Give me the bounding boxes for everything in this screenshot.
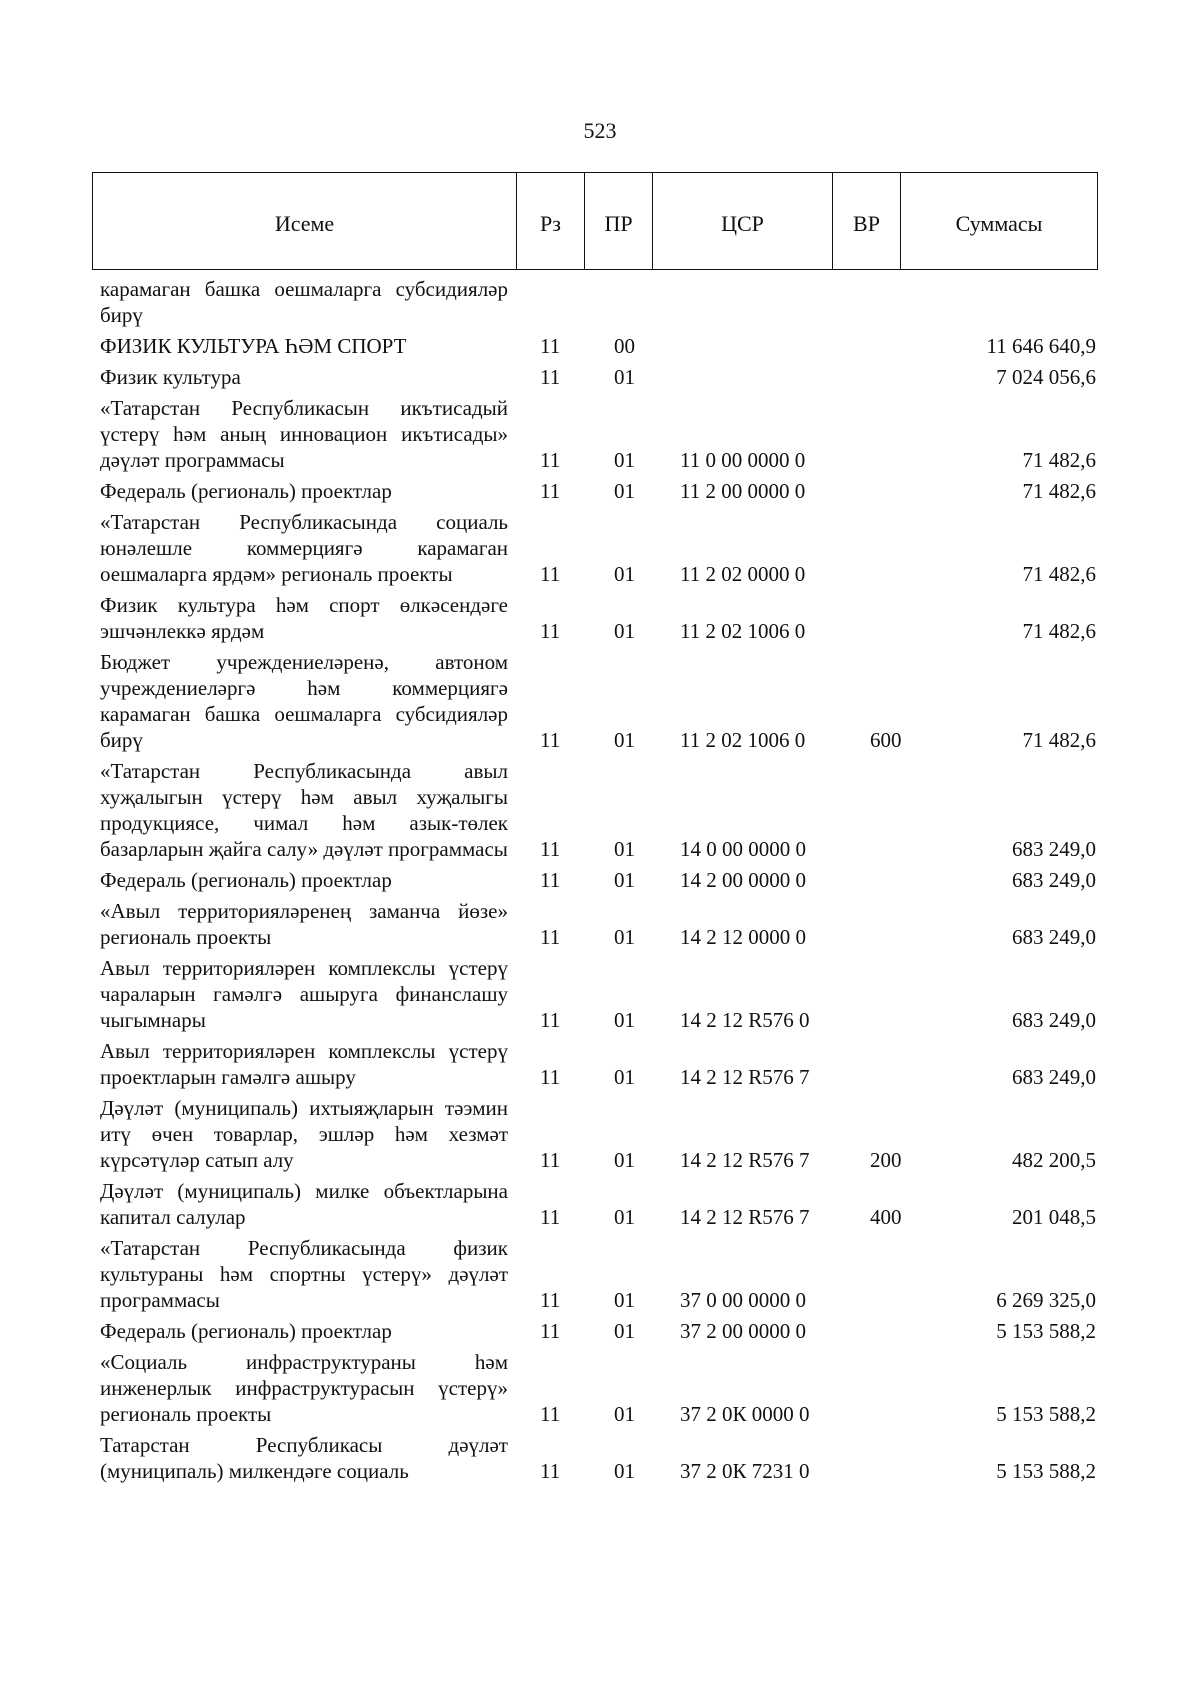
row-pr: 01: [614, 837, 635, 861]
row-name: Физик культура һәм спорт өлкәсендәге эшчәнлеккә ярдәм: [100, 593, 508, 643]
row-pr: 01: [614, 1459, 635, 1483]
table-row: [100, 1095, 1098, 1173]
row-rz: 11: [540, 334, 561, 358]
row-sum: 5 153 588,2: [996, 1459, 1096, 1483]
table-row: [100, 1038, 1098, 1090]
row-rz: 11: [540, 1319, 561, 1343]
row-pr: 01: [614, 1319, 635, 1343]
table-row: [100, 1432, 1098, 1484]
row-pr: 01: [614, 619, 635, 643]
table-row: [100, 509, 1098, 587]
row-pr: 01: [614, 728, 635, 752]
row-rz: 11: [540, 619, 561, 643]
row-name: Дәүләт (муниципаль) милке объектларына капитал салулар: [100, 1179, 508, 1229]
row-csr: 11 2 02 1006 0: [680, 619, 806, 643]
row-rz: 11: [540, 365, 561, 389]
row-sum: 5 153 588,2: [996, 1319, 1096, 1343]
row-pr: 01: [614, 562, 635, 586]
row-name: Авыл территорияләрен комплекслы үстерү проектларын гамәлгә ашыру: [100, 1039, 508, 1089]
row-rz: 11: [540, 1008, 561, 1032]
row-sum: 5 153 588,2: [996, 1402, 1096, 1426]
row-rz: 11: [540, 728, 561, 752]
row-sum: 683 249,0: [1012, 837, 1096, 861]
row-name: Федераль (региональ) проектлар: [100, 868, 392, 892]
row-sum: 71 482,6: [1022, 448, 1096, 472]
row-rz: 11: [540, 1205, 561, 1229]
row-name: Федераль (региональ) проектлар: [100, 479, 392, 503]
header-pr: ПР: [585, 173, 653, 269]
row-csr: 37 0 00 0000 0: [680, 1288, 806, 1312]
row-vr: 400: [870, 1205, 902, 1229]
header-csr: ЦСР: [653, 173, 833, 269]
table-body: [100, 276, 1098, 1489]
table-row: [100, 1318, 1098, 1344]
row-csr: 11 2 02 1006 0: [680, 728, 806, 752]
row-sum: 71 482,6: [1022, 562, 1096, 586]
table-row: [100, 649, 1098, 753]
row-sum: 71 482,6: [1022, 479, 1096, 503]
row-vr: 200: [870, 1148, 902, 1172]
row-rz: 11: [540, 868, 561, 892]
row-pr: 01: [614, 925, 635, 949]
table-row: [100, 955, 1098, 1033]
row-name: Дәүләт (муниципаль) ихтыяҗларын тәэмин итү өчен товарлар, эшләр һәм хезмәт күрсәтүләр сатып алу: [100, 1096, 508, 1172]
table-row: [100, 1349, 1098, 1427]
table-row: [100, 364, 1098, 390]
row-pr: 01: [614, 1288, 635, 1312]
row-rz: 11: [540, 1288, 561, 1312]
row-pr: 01: [614, 448, 635, 472]
table-row: [100, 478, 1098, 504]
row-rz: 11: [540, 448, 561, 472]
row-rz: 11: [540, 479, 561, 503]
row-rz: 11: [540, 562, 561, 586]
row-pr: 01: [614, 1402, 635, 1426]
row-name: Авыл территорияләрен комплекслы үстерү чараларын гамәлгә ашыруга финанслашу чыгымнары: [100, 956, 508, 1032]
header-name: Исеме: [93, 173, 517, 269]
row-pr: 01: [614, 1148, 635, 1172]
row-pr: 01: [614, 1205, 635, 1229]
row-sum: 683 249,0: [1012, 1065, 1096, 1089]
row-csr: 14 2 12 0000 0: [680, 925, 806, 949]
row-csr: 14 2 00 0000 0: [680, 868, 806, 892]
header-vr: ВР: [833, 173, 901, 269]
table-header: [92, 172, 1098, 270]
row-pr: 01: [614, 868, 635, 892]
row-name: ФИЗИК КУЛЬТУРА ҺӘМ СПОРТ: [100, 334, 407, 358]
row-sum: 7 024 056,6: [996, 365, 1096, 389]
table-row: [100, 898, 1098, 950]
row-sum: 683 249,0: [1012, 868, 1096, 892]
row-sum: 201 048,5: [1012, 1205, 1096, 1229]
row-sum: 11 646 640,9: [986, 334, 1096, 358]
row-name: «Авыл территорияләренең заманча йөзе» региональ проекты: [100, 899, 508, 949]
row-pr: 01: [614, 365, 635, 389]
row-csr: 37 2 0К 0000 0: [680, 1402, 810, 1426]
row-csr: 14 2 12 R576 7: [680, 1205, 810, 1229]
row-sum: 71 482,6: [1022, 619, 1096, 643]
row-csr: 14 0 00 0000 0: [680, 837, 806, 861]
row-pr: 01: [614, 1065, 635, 1089]
row-vr: 600: [870, 728, 902, 752]
row-pr: 01: [614, 1008, 635, 1032]
header-sum: Суммасы: [955, 211, 1043, 236]
row-name: «Татарстан Республикасында социаль юнәлешле коммерциягә карамаган оешмаларга ярдәм» региональ проекты: [100, 510, 508, 586]
table-row: [100, 867, 1098, 893]
row-rz: 11: [540, 1148, 561, 1172]
table-row: [100, 333, 1098, 359]
row-name: Федераль (региональ) проектлар: [100, 1319, 392, 1343]
row-sum: 683 249,0: [1012, 925, 1096, 949]
row-rz: 11: [540, 837, 561, 861]
row-csr: 14 2 12 R576 7: [680, 1148, 810, 1172]
row-csr: 11 2 00 0000 0: [680, 479, 806, 503]
row-rz: 11: [540, 1402, 561, 1426]
row-csr: 14 2 12 R576 0: [680, 1008, 810, 1032]
table-row: [100, 276, 1098, 328]
page-number: 523: [583, 118, 617, 143]
row-name: Физик культура: [100, 365, 241, 389]
row-name: Бюджет учреждениеләренә, автоном учреждениеләргә һәм коммерциягә карамаган башка оешмаларга субсидияләр бирү: [100, 650, 508, 752]
row-name: «Татарстан Республикасын икътисадый үстерү һәм аның инновацион икътисады» дәүләт программасы: [100, 396, 508, 472]
row-pr: 00: [614, 334, 635, 358]
row-csr: 14 2 12 R576 7: [680, 1065, 810, 1089]
row-name: карамаган башка оешмаларга субсидияләр бирү: [100, 277, 508, 327]
row-name: «Татарстан Республикасында авыл хуҗалыгын үстерү һәм авыл хуҗалыгы продукциясе, чимал һәм азык-төлек базарларын җайга салу» дәүләт программасы: [100, 759, 508, 861]
row-csr: 11 2 02 0000 0: [680, 562, 806, 586]
row-csr: 37 2 00 0000 0: [680, 1319, 806, 1343]
table-row: [100, 592, 1098, 644]
row-name: «Татарстан Республикасында физик культураны һәм спортны үстерү» дәүләт программасы: [100, 1236, 508, 1312]
table-row: [100, 395, 1098, 473]
row-rz: 11: [540, 1459, 561, 1483]
row-rz: 11: [540, 1065, 561, 1089]
row-sum: 482 200,5: [1012, 1148, 1096, 1172]
row-csr: 37 2 0К 7231 0: [680, 1459, 810, 1483]
row-sum: 683 249,0: [1012, 1008, 1096, 1032]
row-pr: 01: [614, 479, 635, 503]
row-sum: 71 482,6: [1022, 728, 1096, 752]
row-sum: 6 269 325,0: [996, 1288, 1096, 1312]
row-csr: 11 0 00 0000 0: [680, 448, 806, 472]
row-name: «Социаль инфраструктураны һәм инженерлык инфраструктурасын үстерү» региональ проекты: [100, 1350, 508, 1426]
row-rz: 11: [540, 925, 561, 949]
table-row: [100, 1235, 1098, 1313]
row-name: Татарстан Республикасы дәүләт (муниципаль) милкендәге социаль: [100, 1433, 508, 1483]
table-row: [100, 758, 1098, 862]
header-rz: Рз: [517, 173, 585, 269]
table-row: [100, 1178, 1098, 1230]
